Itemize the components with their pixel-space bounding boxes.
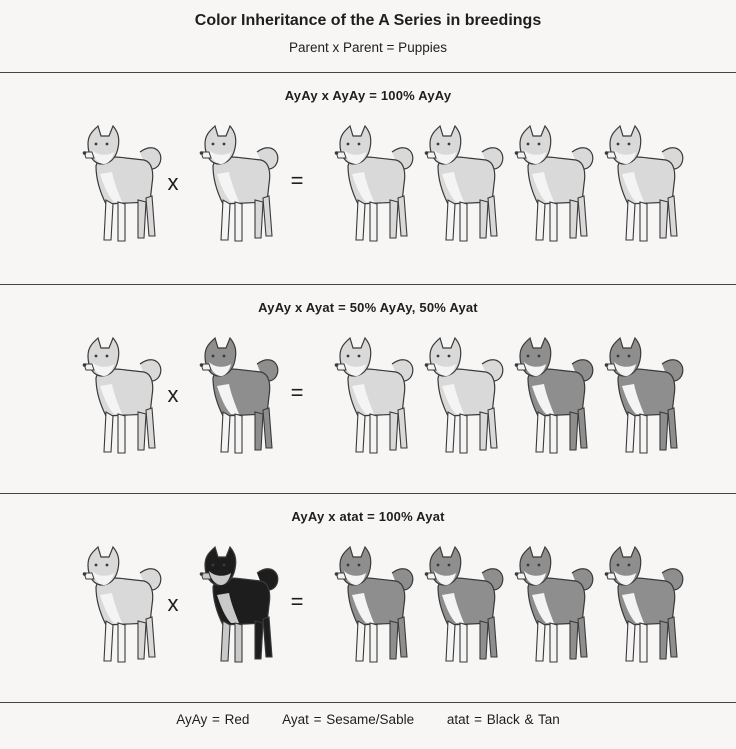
puppy-dog-red xyxy=(510,122,600,247)
cross-symbol: x xyxy=(167,382,179,407)
puppy-dog-sesame xyxy=(510,543,600,668)
puppy-dog-sesame xyxy=(420,543,510,668)
parent-dog-black-tan xyxy=(195,543,285,668)
equals-symbol: = xyxy=(290,168,304,193)
divider xyxy=(0,284,736,285)
legend-item-red: AyAy = Red xyxy=(176,712,250,727)
breeding-row-2 xyxy=(0,286,736,496)
equation-heading: AyAy x Ayat = 50% AyAy, 50% Ayat xyxy=(258,300,478,315)
parent-dog-red xyxy=(78,122,168,247)
puppy-dog-sesame xyxy=(510,334,600,459)
puppy-dog-sesame xyxy=(600,543,690,668)
equation-heading: AyAy x AyAy = 100% AyAy xyxy=(284,88,452,103)
parent-dog-sesame xyxy=(195,334,285,459)
puppy-dog-red xyxy=(600,122,690,247)
equation-heading: AyAy x atat = 100% Ayat xyxy=(291,509,445,524)
page-subtitle: Parent x Parent = Puppies xyxy=(289,40,447,55)
parent-dog-red xyxy=(78,543,168,668)
puppy-dog-red xyxy=(420,122,510,247)
puppy-dog-sesame xyxy=(600,334,690,459)
legend-item-sesame: Ayat = Sesame/Sable xyxy=(282,712,415,727)
page-title: Color Inheritance of the A Series in breedings xyxy=(194,12,542,29)
color-legend xyxy=(0,712,736,727)
divider xyxy=(0,493,736,494)
parent-dog-red xyxy=(195,122,285,247)
puppy-dog-red xyxy=(330,122,420,247)
parent-dog-red xyxy=(78,334,168,459)
breeding-row-1 xyxy=(0,74,736,284)
divider xyxy=(0,72,736,73)
equals-symbol: = xyxy=(290,380,304,405)
cross-symbol: x xyxy=(167,591,179,616)
puppy-dog-red xyxy=(420,334,510,459)
breeding-row-3 xyxy=(0,495,736,705)
cross-symbol: x xyxy=(167,170,179,195)
puppy-dog-red xyxy=(330,334,420,459)
divider xyxy=(0,702,736,703)
legend-item-black-tan: atat = Black & Tan xyxy=(446,712,560,727)
equals-symbol: = xyxy=(290,589,304,614)
puppy-dog-sesame xyxy=(330,543,420,668)
